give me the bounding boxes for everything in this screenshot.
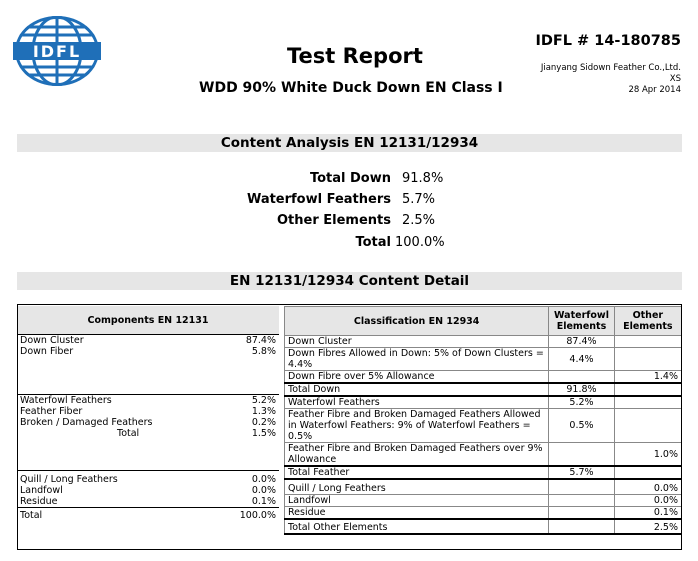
idfl-logo (13, 14, 101, 88)
summary-value: 2.5% (402, 213, 436, 228)
waterfowl-value: 4.4% (549, 348, 614, 371)
component-label: Waterfowl Feathers (17, 395, 218, 407)
summary-row (0, 213, 698, 234)
summary-label: Other Elements (277, 213, 391, 228)
report-date: 28 Apr 2014 (628, 85, 681, 95)
client-name: Jianyang Sidown Feather Co.,Ltd. (540, 63, 681, 73)
waterfowl-header: Waterfowl Elements (549, 307, 614, 336)
classification-label: Feather Fibre and Broken Damaged Feathers over 9% Allowance (285, 443, 549, 467)
components-header: Components EN 12131 (17, 306, 279, 335)
component-value: 1.3% (251, 406, 276, 417)
waterfowl-value: 5.2% (549, 396, 614, 409)
waterfowl-value: 0.5% (549, 409, 614, 443)
classification-label: Total Other Elements (285, 519, 549, 534)
component-value: 5.8% (251, 346, 276, 357)
classification-label: Feather Fibre and Broken Damaged Feathers Allowed in Waterfowl Feathers: 9% of Waterfowl Feathers = 0.5% (285, 409, 549, 443)
logo-text: IDFL (32, 42, 82, 61)
component-label: Down Fiber (20, 346, 74, 357)
other-value: 0.0% (614, 495, 681, 507)
component-value: 0.1% (251, 496, 276, 507)
component-label: Down Cluster (17, 335, 218, 347)
other-value: 1.4% (614, 371, 681, 384)
report-id: IDFL # 14-180785 (535, 33, 681, 49)
component-label: Broken / Damaged Feathers (20, 417, 153, 428)
client-code: XS (669, 74, 681, 84)
waterfowl-value: 91.8% (549, 383, 614, 396)
other-value: 0.0% (614, 479, 681, 495)
client-info (541, 63, 681, 96)
summary-value: 5.7% (402, 192, 436, 207)
classification-label: Landfowl (285, 495, 549, 507)
detail-frame (17, 304, 682, 550)
summary-label: Total Down (309, 171, 391, 186)
classification-label: Residue (285, 507, 549, 520)
summary-label: Total (355, 235, 391, 250)
other-value: 2.5% (614, 519, 681, 534)
component-value: 0.2% (251, 417, 276, 428)
component-value: 100.0% (218, 508, 279, 522)
component-label: Total (17, 508, 218, 522)
page-subtitle: WDD 90% White Duck Down EN Class I (199, 80, 503, 96)
other-value: 0.1% (614, 507, 681, 520)
component-value: 5.2% (218, 395, 279, 407)
summary-value: 100.0% (395, 235, 445, 250)
component-label: Quill / Long Feathers (17, 471, 218, 486)
page-title: Test Report (287, 44, 423, 68)
component-value: 87.4% (218, 335, 279, 347)
component-value: 1.5% (251, 428, 276, 439)
classification-label: Down Fibre over 5% Allowance (285, 371, 549, 384)
summary-label: Waterfowl Feathers (246, 192, 391, 207)
component-label: Total (117, 428, 140, 439)
component-label: Landfowl (20, 485, 63, 496)
classification-label: Waterfowl Feathers (285, 396, 549, 409)
content-detail-title: EN 12131/12934 Content Detail (17, 272, 682, 290)
summary-row (0, 171, 698, 192)
classification-label: Down Fibres Allowed in Down: 5% of Down Clusters = 4.4% (285, 348, 549, 371)
summary-row (0, 192, 698, 213)
component-label: Residue (20, 496, 58, 507)
classification-label: Total Feather (285, 466, 549, 479)
classification-label: Total Down (285, 383, 549, 396)
component-label: Feather Fiber (20, 406, 83, 417)
other-header: Other Elements (614, 307, 681, 336)
summary-row (0, 235, 698, 256)
other-value: 1.0% (614, 443, 681, 467)
classification-label: Quill / Long Feathers (285, 479, 549, 495)
component-value: 0.0% (251, 485, 276, 496)
component-value: 0.0% (218, 471, 279, 486)
classification-header: Classification EN 12934 (285, 307, 549, 336)
content-analysis-title: Content Analysis EN 12131/12934 (17, 134, 682, 152)
waterfowl-value: 5.7% (549, 466, 614, 479)
classification-label: Down Cluster (285, 336, 549, 348)
summary-value: 91.8% (402, 171, 444, 186)
waterfowl-value: 87.4% (549, 336, 614, 348)
